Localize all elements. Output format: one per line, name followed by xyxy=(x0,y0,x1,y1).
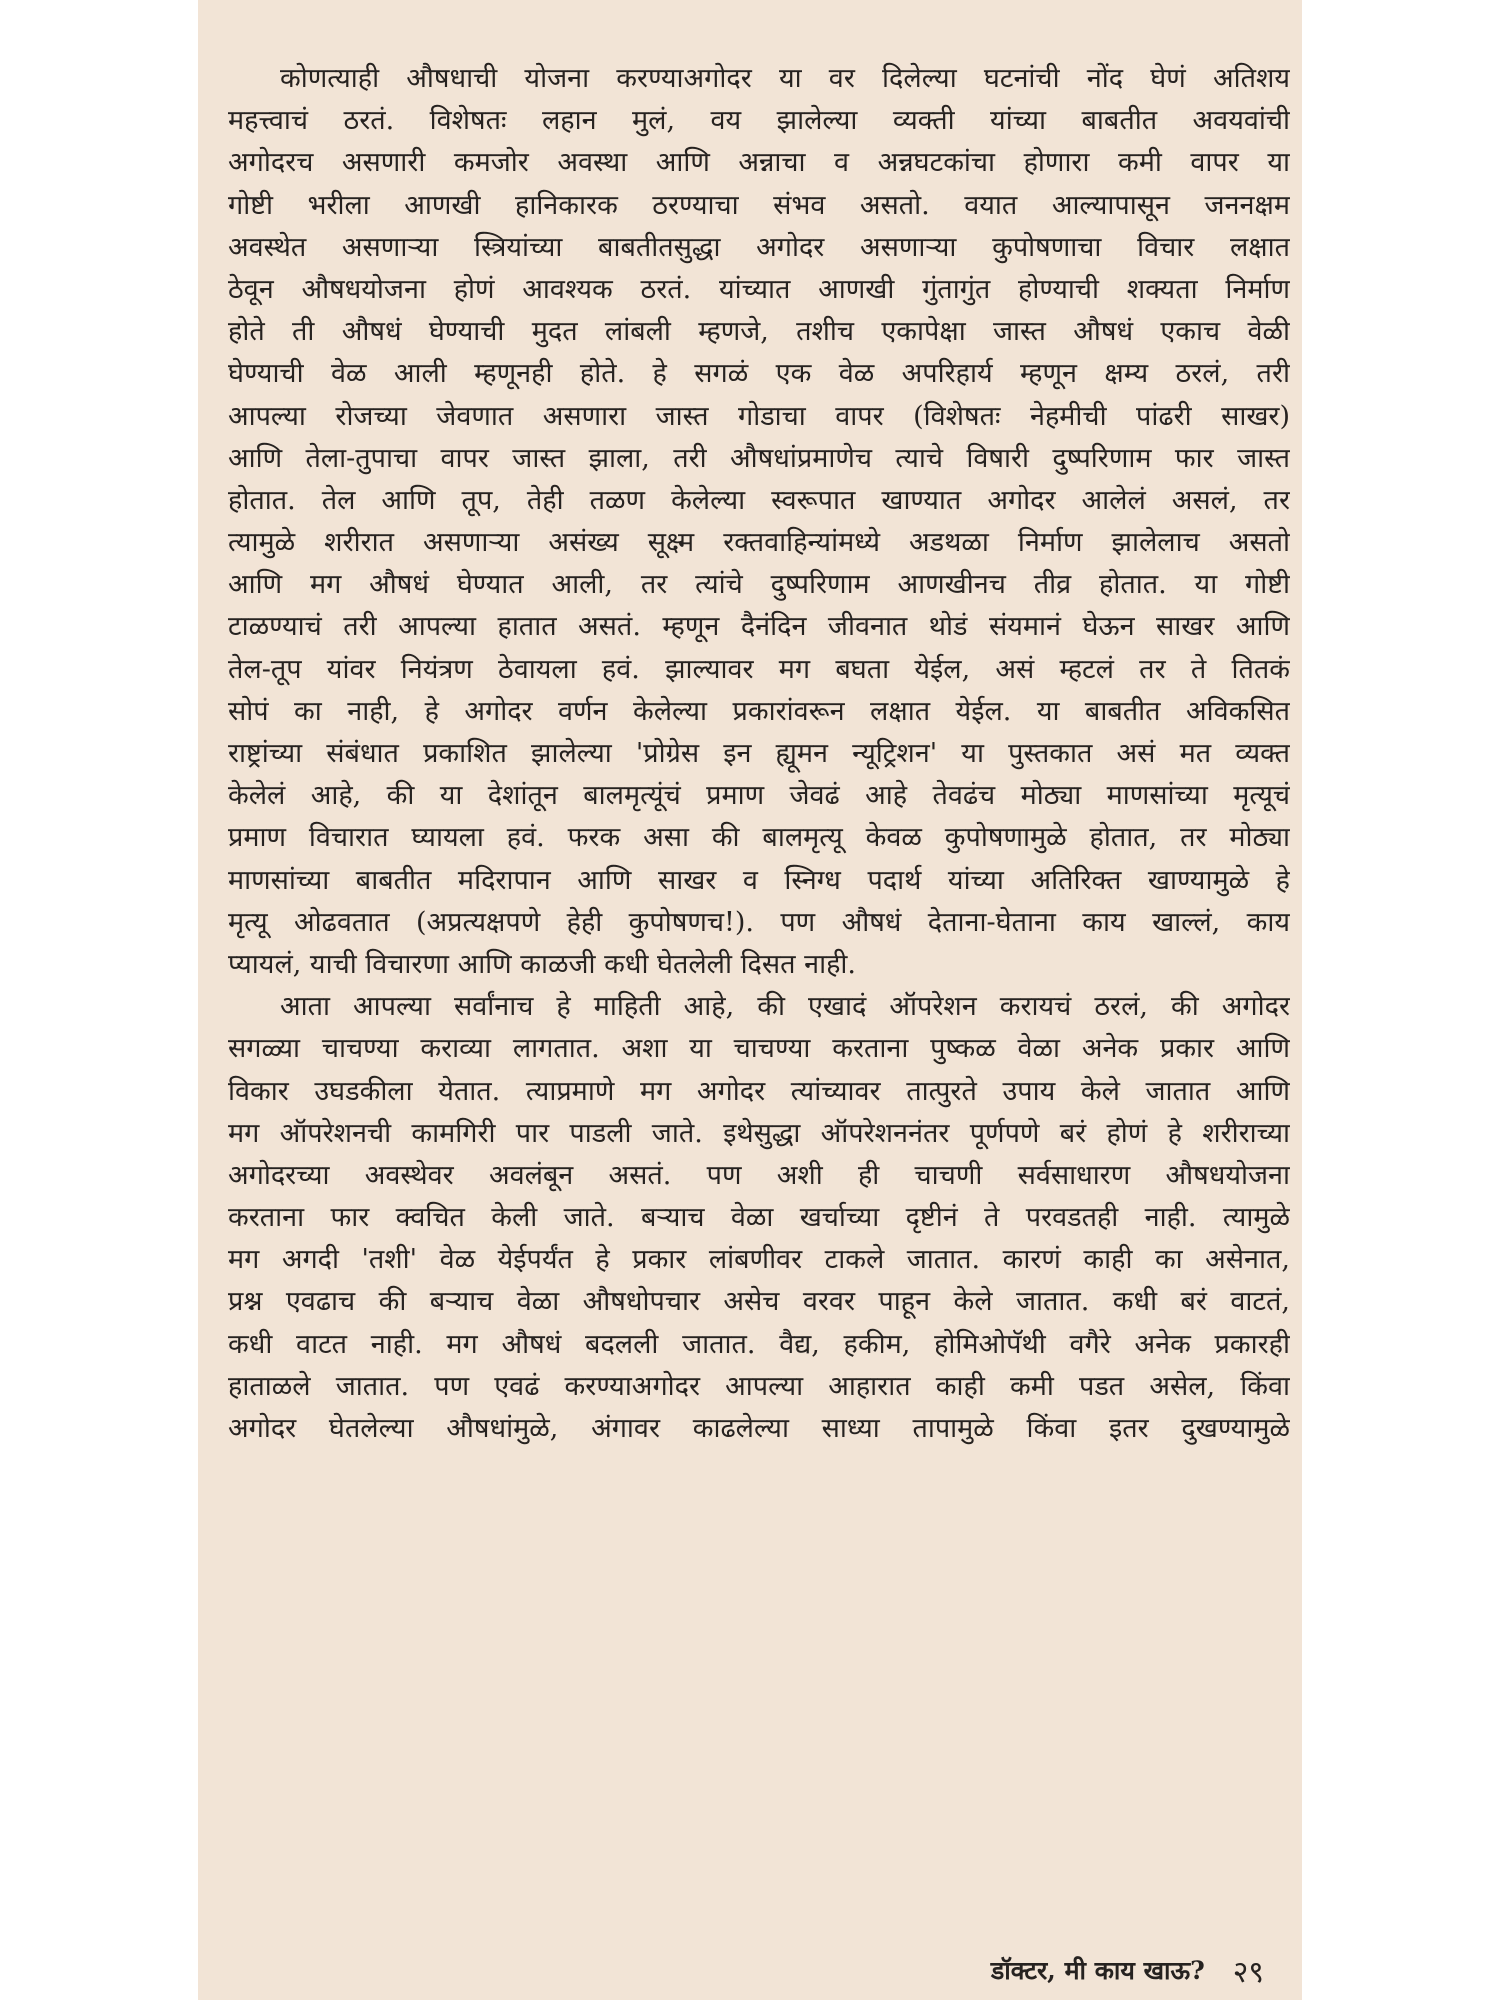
text-line: प्रमाण विचारात घ्यायला हवं. फरक असा की बालमृत्यू केवळ कुपोषणामुळे होतात, तर मोठ्या xyxy=(228,822,1290,854)
book-page xyxy=(198,0,1302,2000)
text-line: करताना फार क्वचित केली जाते. बऱ्याच वेळा खर्चाच्या दृष्टीनं ते परवडतही नाही. त्यामुळे xyxy=(228,1202,1290,1234)
text-line: अगोदरच असणारी कमजोर अवस्था आणि अन्नाचा व अन्नघटकांचा होणारा कमी वापर या xyxy=(228,147,1290,179)
text-line: माणसांच्या बाबतीत मदिरापान आणि साखर व स्निग्ध पदार्थ यांच्या अतिरिक्त खाण्यामुळे हे xyxy=(228,864,1290,896)
text-line: राष्ट्रांच्या संबंधात प्रकाशित झालेल्या 'प्रोग्रेस इन ह्यूमन न्यूट्रिशन' या पुस्तकात असं मत व्यक्त xyxy=(228,738,1290,769)
text-line: घेण्याची वेळ आली म्हणूनही होते. हे सगळं एक वेळ अपरिहार्य म्हणून क्षम्य ठरलं, तरी xyxy=(228,358,1290,390)
page-number: २९ xyxy=(1232,1954,1264,1990)
page-footer xyxy=(198,1950,1264,1990)
text-line: मृत्यू ओढवतात (अप्रत्यक्षपणे हेही कुपोषणच!). पण औषधं देताना-घेताना काय खाल्लं, काय xyxy=(228,906,1290,938)
text-line: त्यामुळे शरीरात असणाऱ्या असंख्य सूक्ष्म रक्तवाहिन्यांमध्ये अडथळा निर्माण झालेलाच असतो xyxy=(228,527,1290,559)
text-line: हाताळले जातात. पण एवढं करण्याअगोदर आपल्या आहारात काही कमी पडत असेल, किंवा xyxy=(228,1370,1290,1402)
text-line: कोणत्याही औषधाची योजना करण्याअगोदर या वर दिलेल्या घटनांची नोंद घेणं अतिशय xyxy=(280,63,1290,94)
text-line: सगळ्या चाचण्या कराव्या लागतात. अशा या चाचण्या करताना पुष्कळ वेळा अनेक प्रकार आणि xyxy=(228,1033,1290,1065)
text-line: तेल-तूप यांवर नियंत्रण ठेवायला हवं. झाल्यावर मग बघता येईल, असं म्हटलं तर ते तितकं xyxy=(228,653,1290,685)
text-line: आणि मग औषधं घेण्यात आली, तर त्यांचे दुष्परिणाम आणखीनच तीव्र होतात. या गोष्टी xyxy=(228,569,1290,601)
text-line: विकार उघडकीला येतात. त्याप्रमाणे मग अगोदर त्यांच्यावर तात्पुरते उपाय केले जातात आणि xyxy=(228,1075,1290,1107)
text-line: आणि तेला-तुपाचा वापर जास्त झाला, तरी औषधांप्रमाणेच त्याचे विषारी दुष्परिणाम फार जास्त xyxy=(228,442,1290,474)
text-line: होतात. तेल आणि तूप, तेही तळण केलेल्या स्वरूपात खाण्यात अगोदर आलेलं असलं, तर xyxy=(228,484,1290,516)
text-line: टाळण्याचं तरी आपल्या हातात असतं. म्हणून दैनंदिन जीवनात थोडं संयमानं घेऊन साखर आणि xyxy=(228,611,1290,643)
text-line: प्यायलं, याची विचारणा आणि काळजी कधी घेतलेली दिसत नाही. xyxy=(228,948,857,980)
text-line: अगोदर घेतलेल्या औषधांमुळे, अंगावर काढलेल्या साध्या तापामुळे किंवा इतर दुखण्यामुळे xyxy=(228,1413,1290,1444)
text-line: केलेलं आहे, की या देशांतून बालमृत्यूंचं प्रमाण जेवढं आहे तेवढंच मोठ्या माणसांच्या मृत्यूचं xyxy=(228,780,1290,812)
text-line: ठेवून औषधयोजना होणं आवश्यक ठरतं. यांच्यात आणखी गुंतागुंत होण्याची शक्यता निर्माण xyxy=(228,273,1290,305)
text-line: सोपं का नाही, हे अगोदर वर्णन केलेल्या प्रकारांवरून लक्षात येईल. या बाबतीत अविकसित xyxy=(228,695,1290,727)
paragraph-2 xyxy=(228,986,1290,1450)
text-line: आपल्या रोजच्या जेवणात असणारा जास्त गोडाचा वापर (विशेषतः नेहमीची पांढरी साखर) xyxy=(228,400,1290,432)
text-line: मग अगदी 'तशी' वेळ येईपर्यंत हे प्रकार लांबणीवर टाकले जातात. कारणं काही का असेनात, xyxy=(228,1244,1290,1276)
running-title: डॉक्टर, मी काय खाऊ? xyxy=(990,1956,1205,1985)
text-line: मग ऑपरेशनची कामगिरी पार पाडली जाते. इथेसुद्धा ऑपरेशननंतर पूर्णपणे बरं होणं हे शरीराच्या xyxy=(228,1117,1290,1149)
text-line: अवस्थेत असणाऱ्या स्त्रियांच्या बाबतीतसुद्धा अगोदर असणाऱ्या कुपोषणाचा विचार लक्षात xyxy=(228,231,1290,263)
text-line: अगोदरच्या अवस्थेवर अवलंबून असतं. पण अशी ही चाचणी सर्वसाधारण औषधयोजना xyxy=(228,1159,1290,1191)
paragraph-1 xyxy=(228,58,1290,986)
text-line: कधी वाटत नाही. मग औषधं बदलली जातात. वैद्य, हकीम, होमिओपॅथी वगैरे अनेक प्रकारही xyxy=(228,1328,1290,1360)
text-line: होते ती औषधं घेण्याची मुदत लांबली म्हणजे, तशीच एकापेक्षा जास्त औषधं एकाच वेळी xyxy=(228,316,1290,348)
text-line: आता आपल्या सर्वांनाच हे माहिती आहे, की एखादं ऑपरेशन करायचं ठरलं, की अगोदर xyxy=(280,991,1290,1023)
text-line: महत्त्वाचं ठरतं. विशेषतः लहान मुलं, वय झालेल्या व्यक्ती यांच्या बाबतीत अवयवांची xyxy=(228,105,1290,137)
body-text xyxy=(228,58,1290,1450)
text-line: प्रश्न एवढाच की बऱ्याच वेळा औषधोपचार असेच वरवर पाहून केले जातात. कधी बरं वाटतं, xyxy=(228,1286,1290,1318)
text-line: गोष्टी भरीला आणखी हानिकारक ठरण्याचा संभव असतो. वयात आल्यापासून जननक्षम xyxy=(228,189,1290,221)
